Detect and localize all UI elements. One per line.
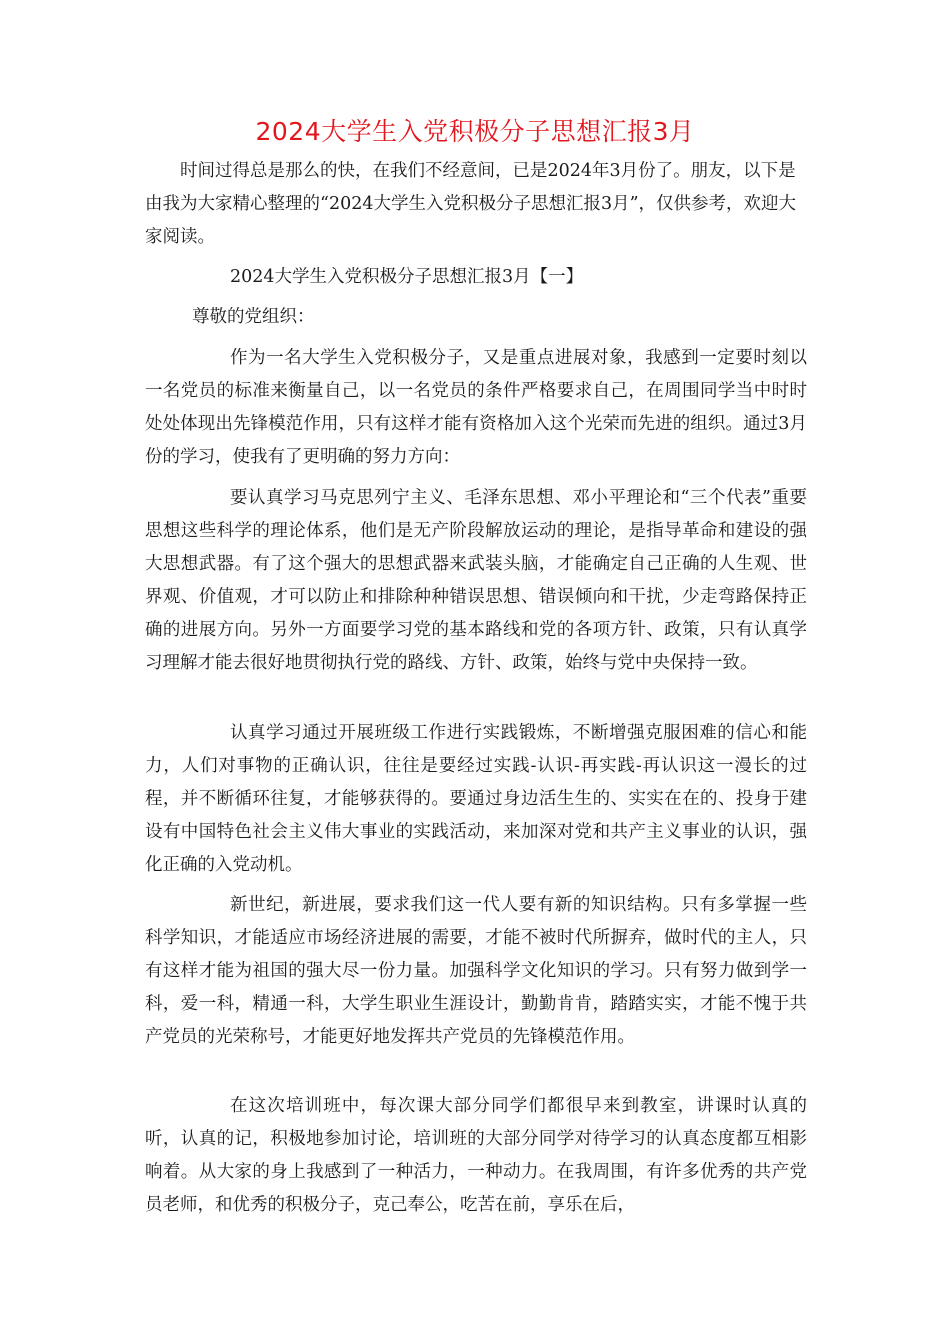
salutation: 尊敬的党组织：: [192, 307, 315, 327]
intro-paragraph: 时间过得总是那么的快，在我们不经意间，已是2024年3月份了。朋友，以下是由我为大家精心整理的“2024大学生入党积极分子思想汇报3月”，仅供参考，欢迎大家阅读。: [145, 161, 797, 247]
body-paragraph: 新世纪，新进展，要求我们这一代人要有新的知识结构。只有多掌握一些科学知识，才能适应市场经济进展的需要，才能不被时代所摒弃，做时代的主人，只有这样才能为祖国的强大尽一份力量。加强科学文化知识的学习。只有努力做到学一科，爱一科，精通一科，大学生职业生涯设计，勤勤肯肯，踏踏实实，才能不愧于共产党员的光荣称号，才能更好地发挥共产党员的先锋模范作用。: [145, 895, 807, 1047]
body-paragraph: 作为一名大学生入党积极分子，又是重点进展对象，我感到一定要时刻以一名党员的标准来衡量自己，以一名党员的条件严格要求自己，在周围同学当中时时处处体现出先锋模范作用，只有这样才能有资格加入这个光荣而先进的组织。通过3月份的学习，使我有了更明确的努力方向：: [145, 348, 807, 467]
body-paragraph: 要认真学习马克思列宁主义、毛泽东思想、邓小平理论和“三个代表”重要思想这些科学的理论体系，他们是无产阶段解放运动的理论，是指导革命和建设的强大思想武器。有了这个强大的思想武器来武装头脑，才能确定自己正确的人生观、世界观、价值观，才可以防止和排除种种错误思想、错误倾向和干扰，少走弯路保持正确的进展方向。另外一方面要学习党的基本路线和党的各项方针、政策，只有认真学习理解才能去很好地贯彻执行党的路线、方针、政策，始终与党中央保持一致。: [145, 488, 807, 673]
document-title: 2024大学生入党积极分子思想汇报3月: [255, 117, 695, 146]
section-heading: 2024大学生入党积极分子思想汇报3月【一】: [230, 267, 584, 287]
body-paragraph: 在这次培训班中，每次课大部分同学们都很早来到教室，讲课时认真的听，认真的记，积极地参加讨论，培训班的大部分同学对待学习的认真态度都互相影响着。从大家的身上我感到了一种活力，一种动力。在我周围，有许多优秀的共产党员老师，和优秀的积极分子，克己奉公，吃苦在前，享乐在后，: [145, 1096, 807, 1215]
body-paragraph: 认真学习通过开展班级工作进行实践锻炼，不断增强克服困难的信心和能力，人们对事物的正确认识，往往是要经过实践-认识-再实践-再认识这一漫长的过程，并不断循环往复，才能够获得的。要通过身边活生生的、实实在在的、投身于建设有中国特色社会主义伟大事业的实践活动，来加深对党和共产主义事业的认识，强化正确的入党动机。: [145, 723, 807, 875]
